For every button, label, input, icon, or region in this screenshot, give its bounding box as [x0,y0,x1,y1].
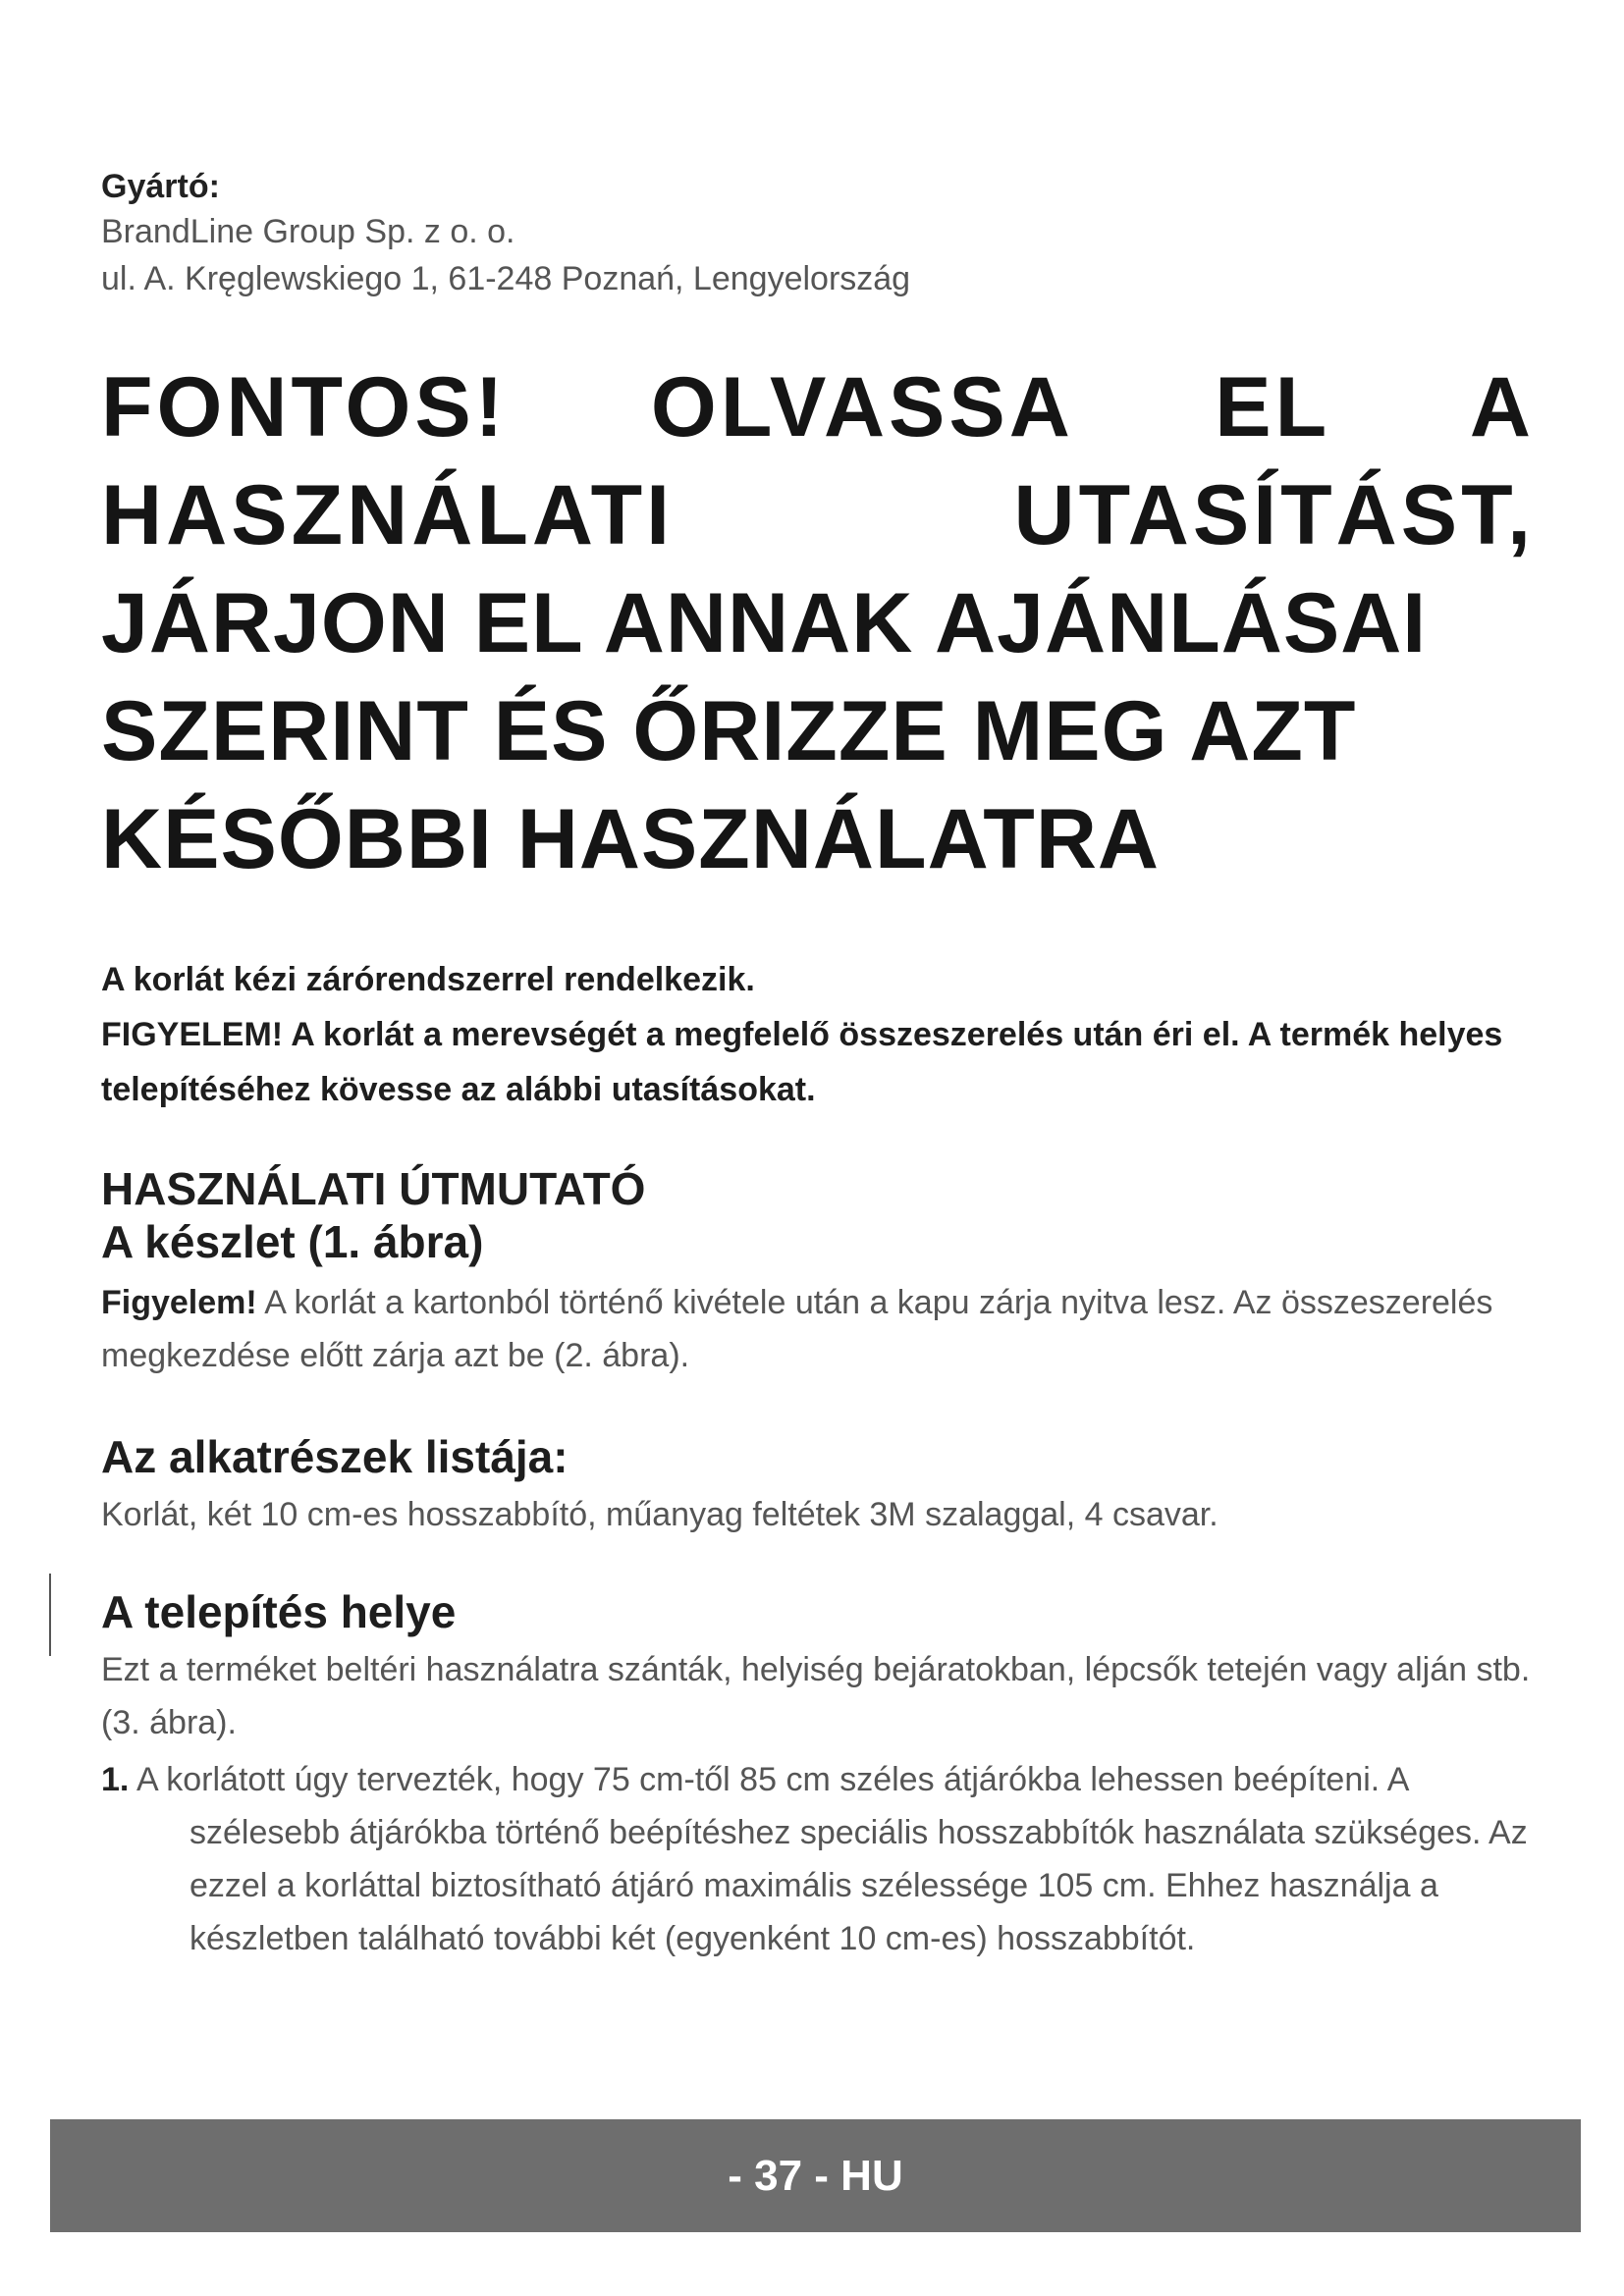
kit-warning [101,1276,1535,1382]
intro-warning: FIGYELEM! A korlát a merevségét a megfelelő összeszerelés után éri el. A termék helyes telepítéséhez kövesse az alábbi utasításokat. [101,1016,1503,1108]
page-footer [50,2119,1581,2232]
headline-line-2: HASZNÁLATI UTASÍTÁST, [101,468,1535,562]
intro-line-1: A korlát kézi zárórendszerrel rendelkezik. [101,961,755,998]
parts-text: Korlát, két 10 cm-es hosszabbító, műanyag feltétek 3M szalaggal, 4 csavar. [101,1496,1218,1533]
list-item-number: 1. [101,1761,130,1798]
location-section [101,1584,1535,1965]
parts-section [101,1429,1535,1541]
margin-line [49,1574,51,1656]
manufacturer-label: Gyártó: [101,168,220,205]
headline-line-3: JÁRJON EL ANNAK AJÁNLÁSAI [101,576,1428,670]
list-item [101,1753,1535,1965]
page-content [101,165,1535,1965]
manufacturer-address: ul. A. Kręglewskiego 1, 61-248 Poznań, Lengyelország [101,260,911,297]
usage-section [101,1162,1535,1382]
kit-warning-label: Figyelem! [101,1284,257,1321]
intro-notice [101,952,1535,1117]
kit-warning-text: A korlát a kartonból történő kivétele után a kapu zárja nyitva lesz. Az összeszerelés megkezdése előtt zárja azt be (2. ábra). [101,1284,1493,1374]
location-title: A telepítés helye [101,1586,457,1637]
manufacturer-block [101,165,1535,302]
page-number: - 37 - HU [728,2151,903,2200]
headline-line-1: FONTOS! OLVASSA EL A [101,360,1535,454]
usage-title: HASZNÁLATI ÚTMUTATÓ [101,1163,646,1214]
manufacturer-company: BrandLine Group Sp. z o. o. [101,213,515,250]
location-text: Ezt a terméket beltéri használatra szánták, helyiség bejáratokban, lépcsők tetején vagy alján stb. (3. ábra). [101,1651,1531,1741]
headline-line-5: KÉSŐBBI HASZNÁLATRA [101,792,1161,886]
headline-line-4: SZERINT ÉS ŐRIZZE MEG AZT [101,684,1357,778]
kit-subtitle: A készlet (1. ábra) [101,1216,484,1267]
list-item-text: A korlátott úgy tervezték, hogy 75 cm-től 85 cm széles átjárókba lehessen beépíteni. A szélesebb átjárókba történő beépítéshez speciális hosszabbítók használata szükséges. Az ezzel a korláttal biztosítható átjáró maximális szélessége 105 cm. Ehhez használja a készletben található további két (egyenként 10 cm-es) hosszabbítót. [136,1761,1528,1957]
important-headline [101,353,1535,893]
parts-title: Az alkatrészek listája: [101,1431,568,1482]
